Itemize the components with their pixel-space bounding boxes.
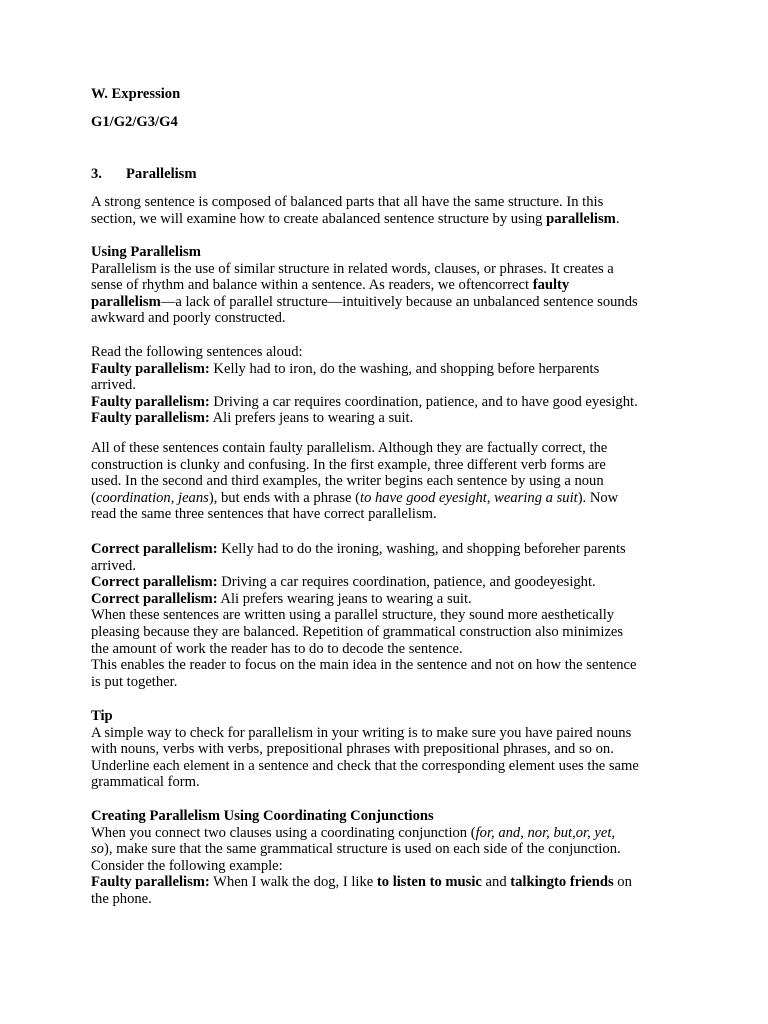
subheading-conjunctions: Creating Parallelism Using Coordinating Conjunctions bbox=[91, 808, 434, 824]
subheading-tip: Tip bbox=[91, 708, 113, 724]
using-parallelism-section: Using Parallelism Parallelism is the use of similar structure in related words, clauses, or phrases. It creates a sense of rhythm and balance within a sentence. As readers, we oftencorrect faulty parallelism—a lack of parallel structure—intuitively because an unbalanced sentence sounds awkward and poorly constructed. bbox=[91, 244, 638, 327]
analysis-paragraph: All of these sentences contain faulty parallelism. Although they are factually correct, the construction is clunky and confusing. In the first example, three different verb forms are used. In the second and third examples, the writer begins each sentence by using a noun (coordination, jeans), but ends with a phrase (to have good eyesight, wearing a suit). Now read the same three sentences that have correct parallelism. bbox=[91, 440, 619, 523]
section-title: Parallelism bbox=[126, 166, 197, 182]
group-list: G1/G2/G3/G4 bbox=[91, 114, 178, 130]
tip-section: Tip A simple way to check for parallelism in your writing is to make sure you have paired nouns with nouns, verbs with verbs, prepositional phrases with prepositional phrases, and so on. Underline each element in a sentence and check that the corresponding element uses the same grammatical form. bbox=[91, 708, 639, 791]
conjunctions-section: Creating Parallelism Using Coordinating Conjunctions When you connect two clauses using a coordinating conjunction (for, and, nor, but,or, yet, so), make sure that the same grammatical structure is used on each side of the conjunction. Consider the following example: Faulty parallelism: When I walk the dog, I like to listen to music and talkingto friends on the phone. bbox=[91, 808, 632, 907]
correct-examples: Correct parallelism: Kelly had to do the ironing, washing, and shopping beforeher parents arrived. Correct parallelism: Driving a car requires coordination, patience, and goodeyesight. Correct parallelism: Ali prefers wearing jeans to wearing a suit. When these sentences are written using a parallel structure, they sound more aesthetically pleasing because they are balanced. Repetition of grammatical construction also minimizes the amount of work the reader has to do to decode the sentence. This enables the reader to focus on the main idea in the sentence and not on how the sentence is put together. bbox=[91, 541, 637, 690]
intro-paragraph: A strong sentence is composed of balanced parts that all have the same structure. In this section, we will examine how to create abalanced sentence structure by using parallelism. bbox=[91, 194, 620, 227]
faulty-examples: Read the following sentences aloud: Faulty parallelism: Kelly had to iron, do the washing, and shopping before herparents arrived. Faulty parallelism: Driving a car requires coordination, patience, and to have good eyesight. Faulty parallelism: Ali prefers jeans to wearing a suit. bbox=[91, 344, 638, 427]
section-heading bbox=[91, 166, 691, 183]
course-title: W. Expression bbox=[91, 86, 181, 102]
section-number: 3. bbox=[91, 166, 102, 182]
subheading-using-parallelism: Using Parallelism bbox=[91, 244, 201, 260]
